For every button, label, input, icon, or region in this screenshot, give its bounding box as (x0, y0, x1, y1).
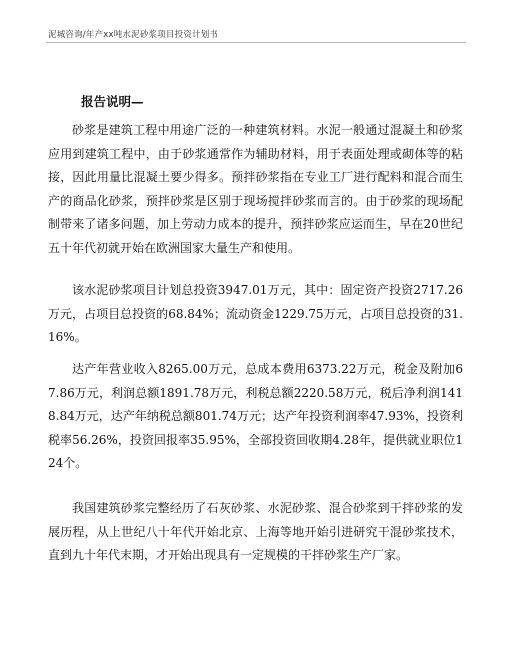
paragraph-financials: 达产年营业收入8265.00万元，总成本费用6373.22万元，税金及附加67.86万元，利润总额1891.78万元，利税总额2220.58万元，税后净利润1418.84万元，达产年纳税总额801.74万元；达产年投资利润率47.93%，投资利税率56.26%，投资回报率35.95%，全部投资回收期4.28年，提供就业职位124个。 (48, 362, 463, 470)
paragraph-history: 我国建筑砂浆完整经历了石灰砂浆、水泥砂浆、混合砂浆到干拌砂浆的发展历程，从上世纪八十年代开始北京、上海等地开始引进研究干混砂浆技术，直到九十年代末期，才开始出现具有一定规模的干拌砂浆生产厂家。 (48, 501, 463, 562)
paragraph-investment: 该水泥砂浆项目计划总投资3947.01万元，其中：固定资产投资2717.26万元，占项目总投资的68.84%；流动资金1229.75万元，占项目总投资的31.16%。 (48, 283, 463, 344)
header-divider (46, 42, 466, 43)
section-heading: 报告说明— (81, 94, 144, 109)
running-header: 泥城咨询/年产xx吨水泥砂浆项目投资计划书 (48, 30, 219, 40)
paragraph-background: 砂浆是建筑工程中用途广泛的一种建筑材料。水泥一般通过混凝土和砂浆应用到建筑工程中，由于砂浆通常作为辅助材料，用于表面处理或砌体等的粘接，因此用量比混凝土要少得多。预拌砂浆指在专业工厂进行配料和混合而生产的商品化砂浆，预拌砂浆是区别于现场搅拌砂浆而言的。由于砂浆的现场配制带来了诸多问题，加上劳动力成本的提升，预拌砂浆应运而生，早在20世纪五十年代初就开始在欧洲国家大量生产和使用。 (48, 123, 463, 255)
